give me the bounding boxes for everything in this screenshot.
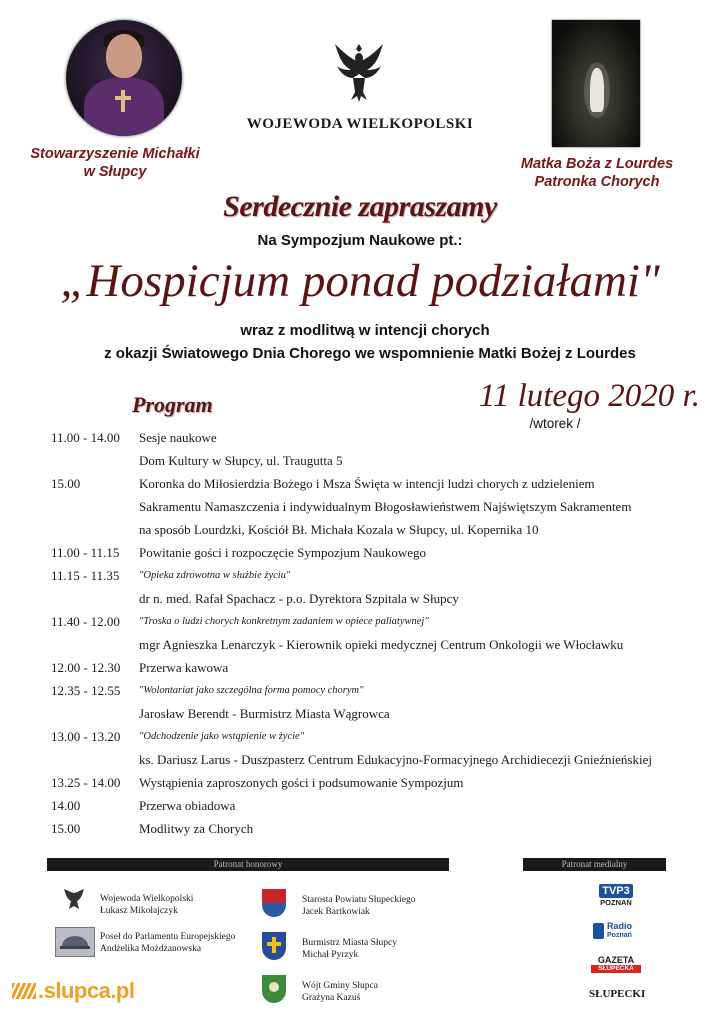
program-description: ks. Dariusz Larus - Duszpasterz Centrum Edukacyjno-Formacyjnego Archidiecezji Gnieźnieńskiej — [139, 752, 652, 767]
program-row — [0, 706, 717, 728]
left-organization — [30, 145, 200, 181]
portrait-michal-kozal — [66, 20, 182, 136]
patron-item-voivode: Wojewoda Wielkopolski Łukasz Mikołajczyk — [100, 894, 194, 916]
patron-item-mep: Poseł do Parlamentu Europejskiego Andżelika Możdżanowska — [100, 932, 236, 954]
program-description: Modlitwy za Chorych — [139, 821, 254, 836]
slupca-city-crest-icon — [262, 932, 286, 960]
program-row — [0, 752, 717, 774]
program-description: Sesje naukowe — [139, 430, 217, 445]
program-talk-title: "Opieka zdrowotna w służbie życiu" — [139, 570, 291, 581]
symposium-title: „Hospicjum ponad podziałami" — [60, 255, 660, 307]
program-time: 12.00 - 12.30 — [51, 660, 121, 675]
symposium-subtitle: Na Sympozjum Naukowe pt.: — [257, 232, 463, 249]
program-row — [0, 798, 717, 820]
program-row — [0, 660, 717, 682]
program-row — [0, 476, 717, 498]
program-description: Przerwa kawowa — [139, 660, 229, 675]
program-time: 11.40 - 12.00 — [51, 614, 120, 629]
program-time: 15.00 — [51, 821, 81, 836]
program-description: Powitanie gości i rozpoczęcie Sympozjum Naukowego — [139, 545, 427, 560]
left-org-line1: Stowarzyszenie Michałki — [30, 146, 200, 162]
radio-poznan-logo: Radio Poznań — [593, 922, 643, 940]
patron-item-starosta: Starosta Powiatu Słupeckiego Jacek Bartkowiak — [302, 895, 416, 917]
program-row — [0, 637, 717, 659]
program-time: 11.00 - 14.00 — [51, 430, 120, 445]
occasion-line: z okazji Światowego Dnia Chorego we wspomnienie Matki Bożej z Lourdes — [104, 345, 636, 362]
patron-item-mayor: Burmistrz Miasta Słupcy Michał Pyrzyk — [302, 938, 397, 960]
program-row — [0, 591, 717, 613]
tvp3-logo: TVP3 POZNAŃ — [600, 885, 632, 907]
right-organization — [507, 155, 687, 191]
program-row — [0, 729, 717, 751]
program-description: dr n. med. Rafał Spachacz - p.o. Dyrektora Szpitala w Słupcy — [139, 591, 459, 606]
right-org-line1: Matka Boża z Lourdes — [520, 156, 674, 172]
gmina-crest-icon — [262, 975, 286, 1003]
program-row — [0, 821, 717, 843]
media-patronage-bar: Patronat medialny — [523, 858, 666, 871]
european-parliament-icon — [55, 927, 95, 957]
program-description: mgr Agnieszka Lenarczyk - Kierownik opieki medycznej Centrum Onkologii we Włocławku — [139, 637, 624, 652]
left-org-line2: w Słupcy — [83, 164, 147, 180]
program-row — [0, 522, 717, 544]
program-row — [0, 453, 717, 475]
program-row — [0, 614, 717, 636]
program-time: 13.00 - 13.20 — [51, 729, 121, 744]
program-row — [0, 499, 717, 521]
program-description: na sposób Lourdzki, Kościół Bł. Michała Kozala w Słupcy, ul. Kopernika 10 — [139, 522, 539, 537]
program-time: 11.15 - 11.35 — [51, 568, 120, 583]
right-org-line2: Patronka Chorych — [534, 174, 660, 190]
honorary-patronage-bar: Patronat honorowy — [47, 858, 449, 871]
slupca-watermark: .slupca.pl — [12, 978, 134, 1004]
prayer-line: wraz z modlitwą w intencji chorych — [240, 322, 490, 339]
program-row — [0, 683, 717, 705]
program-talk-title: "Odchodzenie jako wstąpienie w życie" — [139, 731, 305, 742]
program-description: Dom Kultury w Słupcy, ul. Traugutta 5 — [139, 453, 343, 468]
patron-item-wojt: Wójt Gminy Słupca Grażyna Kazuś — [302, 981, 378, 1003]
voivode-title: WOJEWODA WIELKOPOLSKI — [246, 116, 474, 132]
program-heading: Program — [132, 392, 213, 417]
event-date: 11 lutego 2020 r. — [478, 378, 700, 414]
program-time: 12.35 - 12.55 — [51, 683, 121, 698]
kurier-slupecki-logo: SŁUPECKI — [589, 988, 646, 1000]
program-description: Koronka do Miłosierdzia Bożego i Msza Święta w intencji ludzi chorych z udzieleniem — [139, 476, 595, 491]
program-description: Wystąpienia zaproszonych gości i podsumowanie Sympozjum — [139, 775, 464, 790]
polish-eagle-icon — [333, 38, 385, 106]
program-row — [0, 430, 717, 452]
program-description: Jarosław Berendt - Burmistrz Miasta Wągrowca — [139, 706, 390, 721]
program-talk-title: "Troska o ludzi chorych konkretnym zadaniem w opiece paliatywnej" — [139, 616, 429, 627]
program-row — [0, 775, 717, 797]
event-weekday: /wtorek / — [529, 416, 581, 431]
eagle-small-icon — [63, 889, 85, 920]
program-row — [0, 545, 717, 567]
program-row — [0, 568, 717, 590]
invitation-heading: Serdecznie zapraszamy — [223, 190, 497, 223]
program-time: 13.25 - 14.00 — [51, 775, 121, 790]
program-time: 14.00 — [51, 798, 81, 813]
powiat-crest-icon — [262, 889, 286, 917]
program-time: 11.00 - 11.15 — [51, 545, 120, 560]
program-time: 15.00 — [51, 476, 81, 491]
program-talk-title: "Wolontariat jako szczególna forma pomocy chorym" — [139, 685, 364, 696]
lourdes-grotto-image — [552, 20, 640, 147]
program-description: Sakramentu Namaszczenia i indywidualnym Błogosławieństwem Najświętszym Sakramentem — [139, 499, 632, 514]
program-description: Przerwa obiadowa — [139, 798, 236, 813]
gazeta-slupecka-logo: GAZETA SŁUPECKA — [591, 955, 641, 973]
